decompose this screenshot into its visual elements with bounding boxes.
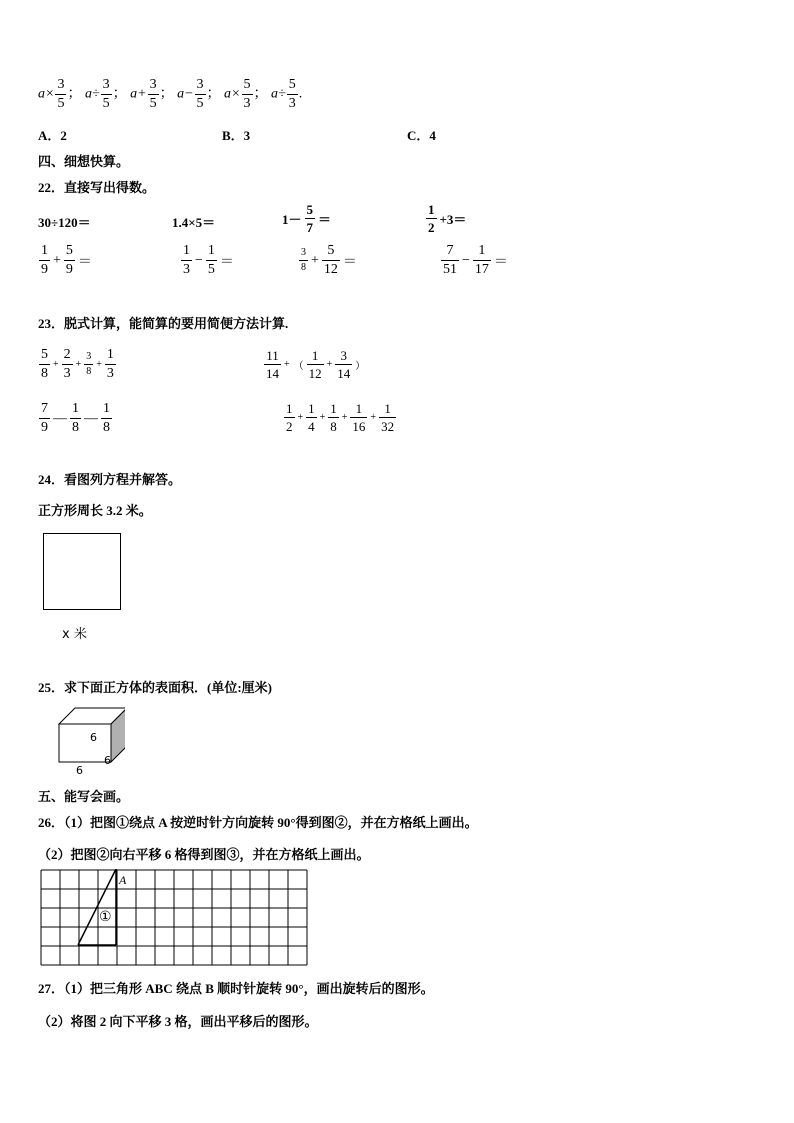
num: 3 bbox=[195, 78, 206, 95]
op: — bbox=[53, 410, 67, 426]
q22-r2-a bbox=[38, 244, 94, 277]
frac bbox=[62, 348, 73, 381]
num: 5 bbox=[306, 202, 314, 217]
num: 1 bbox=[330, 401, 337, 416]
den: 9 bbox=[41, 420, 48, 435]
q22-r2-b bbox=[180, 244, 236, 277]
num: 3 bbox=[335, 349, 352, 365]
cube-dim-side: 6 bbox=[104, 754, 111, 767]
op: + bbox=[53, 359, 59, 370]
frac bbox=[305, 203, 316, 234]
den: 14 bbox=[266, 366, 279, 381]
frac bbox=[441, 244, 459, 277]
sep: ； bbox=[112, 86, 127, 102]
q23-title: 23．脱式计算，能简算的要用简便方法计算. bbox=[38, 316, 289, 331]
grid-paper bbox=[40, 869, 308, 967]
frac bbox=[181, 244, 192, 277]
grid-lines bbox=[41, 870, 307, 965]
num: 5 bbox=[64, 244, 75, 261]
op: 1－ bbox=[282, 212, 302, 227]
den: 3 bbox=[183, 262, 190, 277]
op: +3＝ bbox=[439, 212, 467, 227]
square-figure bbox=[43, 533, 121, 610]
den: 8 bbox=[103, 420, 110, 435]
num: 3 bbox=[84, 352, 93, 365]
den: 51 bbox=[443, 262, 457, 277]
point-a-label: A bbox=[119, 873, 127, 887]
triangle-hypotenuse bbox=[78, 869, 116, 945]
op: ） bbox=[355, 361, 366, 372]
q22-r2-c bbox=[298, 244, 359, 277]
sep: ； bbox=[253, 86, 268, 102]
q21-option-c: C．4 bbox=[407, 128, 436, 143]
square-side-label: x 米 bbox=[62, 627, 87, 642]
section-4-heading: 四、细想快算。 bbox=[38, 154, 130, 169]
op: ＝ bbox=[318, 212, 332, 227]
num: 1 bbox=[350, 402, 367, 418]
den: 3 bbox=[288, 96, 296, 111]
num: 1 bbox=[286, 401, 293, 416]
num: 1 bbox=[308, 401, 315, 416]
q23-expr-1 bbox=[38, 348, 117, 381]
op: + bbox=[311, 252, 319, 268]
num: 2 bbox=[62, 348, 73, 365]
den: 5 bbox=[207, 262, 215, 277]
op: − bbox=[462, 252, 470, 268]
frac bbox=[284, 402, 295, 433]
figure-1-label: ① bbox=[99, 910, 112, 925]
q26-line-2: （2）把图②向右平移 6 格得到图③，并在方格纸上画出。 bbox=[38, 847, 370, 862]
den: 8 bbox=[41, 366, 48, 381]
frac bbox=[70, 402, 81, 435]
frac bbox=[101, 402, 112, 435]
q26-line-1: 26．（1）把图①绕点 A 按逆时针方向旋转 90°得到图②，并在方格纸上画出。 bbox=[38, 815, 478, 830]
frac bbox=[307, 349, 324, 380]
den: 2 bbox=[428, 220, 435, 235]
num: 1 bbox=[70, 402, 81, 419]
den: 3 bbox=[243, 96, 251, 111]
den: 12 bbox=[323, 262, 338, 277]
sep: ； bbox=[206, 86, 221, 102]
num: 5 bbox=[322, 244, 340, 261]
frac bbox=[350, 402, 367, 433]
den: 2 bbox=[286, 419, 293, 434]
q24-description: 正方形周长 3.2 米。 bbox=[38, 503, 152, 518]
q21-frac-3 bbox=[148, 78, 159, 111]
num: 3 bbox=[55, 78, 66, 95]
frac bbox=[64, 244, 75, 277]
op: （ bbox=[293, 361, 304, 372]
den: 16 bbox=[352, 419, 366, 434]
op: − bbox=[195, 252, 203, 268]
den: 8 bbox=[301, 262, 306, 273]
op: ＝ bbox=[77, 254, 92, 270]
num: 1 bbox=[206, 244, 217, 261]
q21-option-b: B．3 bbox=[222, 128, 251, 143]
den: 8 bbox=[330, 419, 337, 434]
q21-frac-1 bbox=[55, 78, 66, 111]
den: 9 bbox=[65, 262, 73, 277]
q27-line-2: （2）将图 2 向下平移 3 格，画出平移后的图形。 bbox=[38, 1014, 318, 1029]
q22-title: 22．直接写出得数。 bbox=[38, 180, 156, 195]
sep: . bbox=[298, 86, 303, 102]
q21-expr-2-pre: a÷ bbox=[84, 86, 100, 102]
den: 4 bbox=[308, 419, 315, 434]
q21-expr-6-pre: a÷ bbox=[271, 86, 286, 102]
den: 8 bbox=[86, 366, 92, 377]
num: 1 bbox=[379, 402, 396, 418]
q23-expr-2 bbox=[263, 349, 367, 380]
num: 5 bbox=[287, 78, 298, 95]
frac bbox=[39, 402, 50, 435]
q24-title: 24．看图列方程并解答。 bbox=[38, 472, 182, 487]
den: 9 bbox=[41, 262, 48, 277]
frac bbox=[39, 244, 50, 277]
op: ＝ bbox=[493, 254, 508, 270]
q22-r1-d bbox=[425, 203, 468, 234]
q21-option-a: A．2 bbox=[38, 128, 67, 143]
den: 3 bbox=[106, 366, 114, 381]
cube-dim-front: 6 bbox=[90, 731, 97, 744]
cube-dim-bottom: 6 bbox=[76, 764, 83, 777]
op: + bbox=[53, 252, 61, 268]
frac bbox=[473, 244, 491, 277]
frac bbox=[426, 203, 437, 234]
frac bbox=[379, 402, 396, 433]
q22-r1-a: 30÷120＝ bbox=[38, 215, 91, 230]
frac bbox=[322, 244, 340, 277]
sep: ； bbox=[159, 86, 174, 102]
num: 3 bbox=[148, 78, 159, 95]
frac bbox=[39, 348, 50, 381]
op: + bbox=[75, 359, 82, 370]
frac bbox=[264, 349, 281, 380]
num: 1 bbox=[428, 202, 435, 217]
den: 12 bbox=[308, 366, 322, 381]
frac bbox=[206, 244, 217, 277]
q22-r1-c bbox=[280, 203, 333, 234]
num: 1 bbox=[181, 244, 192, 261]
frac bbox=[105, 348, 116, 381]
op: ＝ bbox=[219, 254, 234, 270]
den: 8 bbox=[72, 420, 79, 435]
q23-expr-3 bbox=[38, 402, 113, 435]
den: 5 bbox=[57, 96, 65, 111]
num: 11 bbox=[264, 349, 281, 365]
q21-expr-4-pre: a− bbox=[177, 86, 194, 102]
den: 17 bbox=[474, 262, 489, 277]
q21-frac-5 bbox=[242, 78, 253, 111]
op: + bbox=[96, 359, 102, 370]
num: 3 bbox=[299, 248, 308, 261]
section-5-heading: 五、能写会画。 bbox=[38, 789, 130, 804]
q21-frac-4 bbox=[195, 78, 206, 111]
q27-line-1: 27．（1）把三角形 ABC 绕点 B 顺时针旋转 90°，画出旋转后的图形。 bbox=[38, 981, 434, 996]
q21-frac-2 bbox=[101, 78, 112, 111]
q21-expressions bbox=[38, 78, 302, 111]
num: 3 bbox=[101, 78, 112, 95]
den: 32 bbox=[381, 419, 395, 434]
frac bbox=[84, 352, 93, 377]
den: 14 bbox=[337, 366, 351, 381]
den: 7 bbox=[306, 220, 314, 235]
q21-frac-6 bbox=[287, 78, 298, 111]
num: 1 bbox=[39, 244, 50, 261]
den: 5 bbox=[149, 96, 157, 111]
op: + bbox=[326, 359, 333, 370]
op: + bbox=[370, 412, 377, 423]
frac bbox=[299, 248, 308, 273]
q21-expr-3-pre: a+ bbox=[130, 86, 147, 102]
q23-expr-4 bbox=[283, 402, 397, 433]
num: 7 bbox=[441, 244, 459, 261]
num: 1 bbox=[105, 348, 116, 365]
op: + bbox=[319, 412, 326, 423]
den: 5 bbox=[102, 96, 110, 111]
op: + bbox=[284, 359, 290, 370]
op: + bbox=[341, 412, 348, 423]
num: 7 bbox=[39, 402, 50, 419]
op: ＝ bbox=[342, 254, 357, 270]
frac bbox=[328, 402, 339, 433]
op: — bbox=[84, 410, 98, 426]
q22-r2-d bbox=[440, 244, 510, 277]
op: + bbox=[297, 412, 304, 423]
q21-expr-5-pre: a× bbox=[224, 86, 241, 102]
q25-title: 25．求下面正方体的表面积．(单位:厘米) bbox=[38, 680, 272, 695]
num: 1 bbox=[101, 402, 112, 419]
sep: ； bbox=[67, 86, 82, 102]
den: 3 bbox=[63, 366, 71, 381]
frac bbox=[335, 349, 352, 380]
num: 5 bbox=[242, 78, 253, 95]
num: 1 bbox=[473, 244, 491, 261]
q22-r1-b: 1.4×5＝ bbox=[172, 215, 216, 230]
num: 5 bbox=[39, 348, 50, 365]
frac bbox=[306, 402, 317, 433]
q21-expr-1-pre: a× bbox=[38, 86, 55, 102]
den: 5 bbox=[196, 96, 204, 111]
num: 1 bbox=[307, 349, 324, 365]
